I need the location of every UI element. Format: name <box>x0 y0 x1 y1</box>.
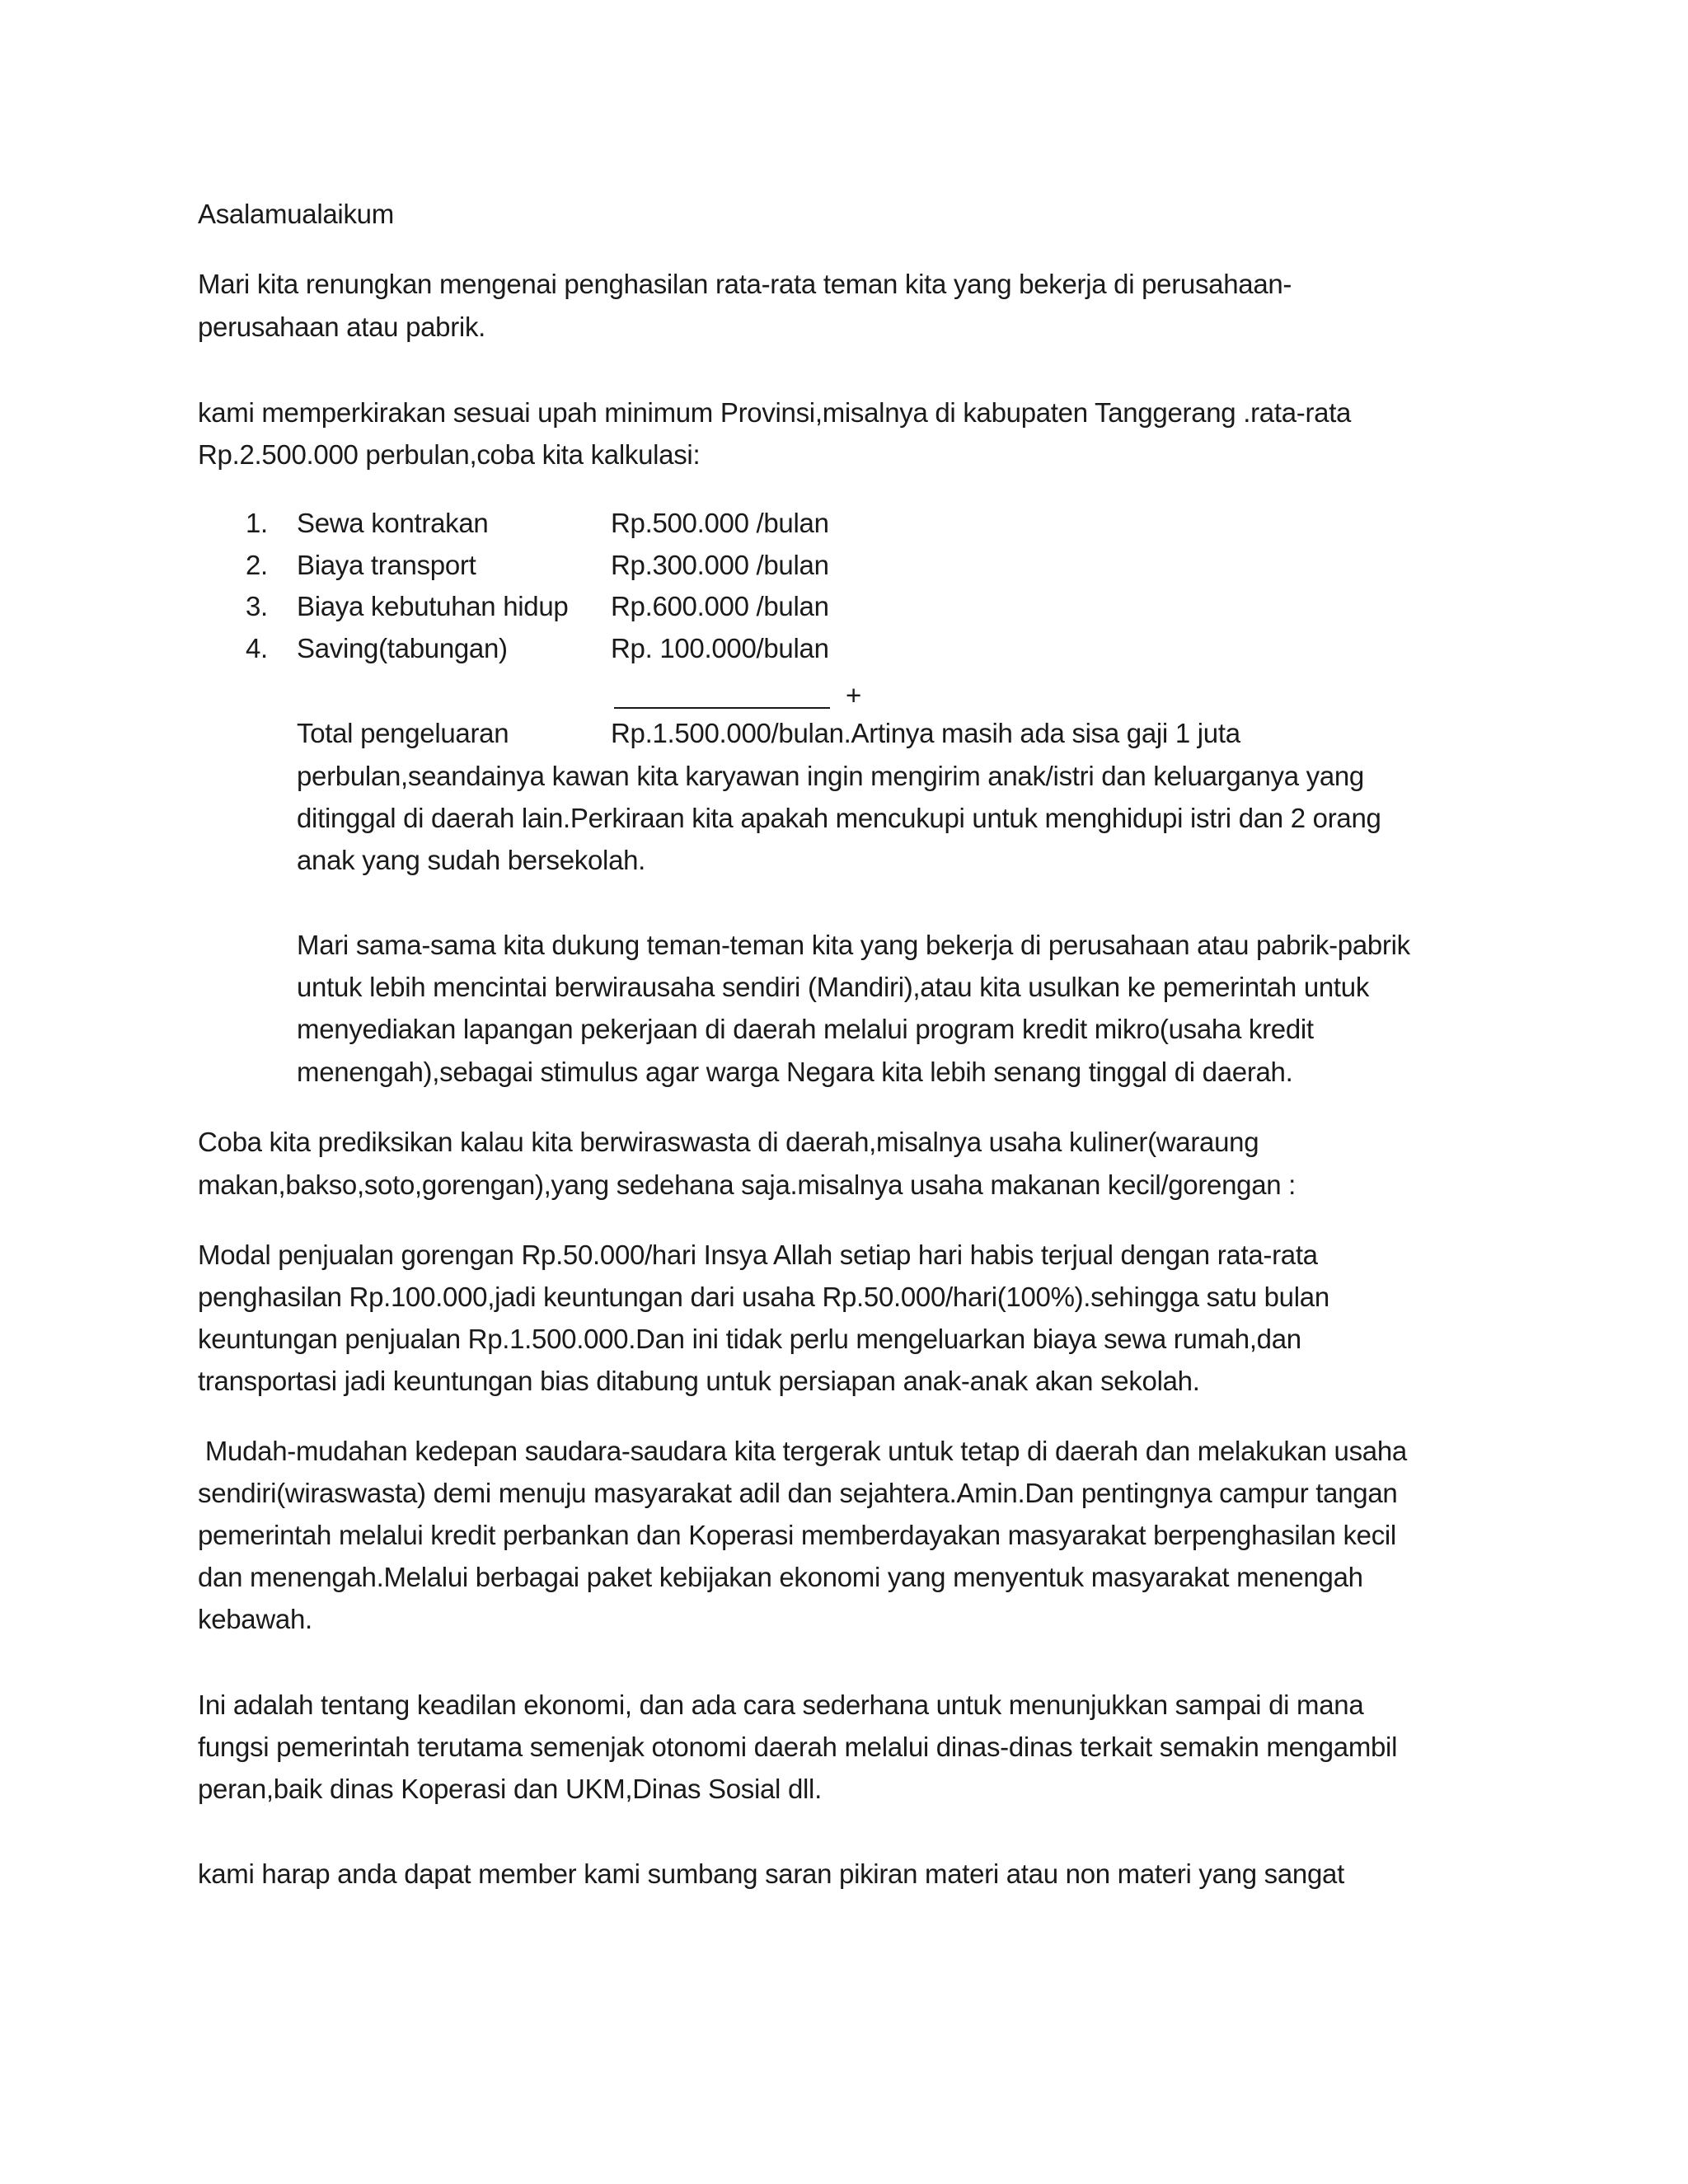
modal-line-2: penghasilan Rp.100.000,jadi keuntungan dari usaha Rp.50.000/hari(100%).sehingga satu bulan <box>198 1282 1329 1312</box>
expense-value: Rp.600.000 /bulan <box>611 591 829 621</box>
support-line-3: menyediakan lapangan pekerjaan di daerah melalui program kredit mikro(usaha kredit <box>297 1014 1314 1044</box>
expense-value: Rp. 100.000/bulan <box>611 633 829 663</box>
plus-sign: + <box>846 680 862 710</box>
modal-line-3: keuntungan penjualan Rp.1.500.000.Dan ini tidak perlu mengeluarkan biaya sewa rumah,dan <box>198 1324 1301 1354</box>
sum-underline <box>614 707 830 709</box>
modal-line-1: Modal penjualan gorengan Rp.50.000/hari Insya Allah setiap hari habis terjual dengan rata-rata <box>198 1240 1318 1270</box>
closing-line-1: kami harap anda dapat member kami sumbang saran pikiran materi atau non materi yang sangat <box>198 1858 1344 1889</box>
expense-value: Rp.300.000 /bulan <box>611 550 829 580</box>
hope-line-3: pemerintah melalui kredit perbankan dan Koperasi memberdayakan masyarakat berpenghasilan kecil <box>198 1520 1396 1550</box>
hope-line-1: Mudah-mudahan kedepan saudara-saudara kita tergerak untuk tetap di daerah dan melakukan usaha <box>198 1436 1407 1466</box>
predict-line-1: Coba kita prediksikan kalau kita berwiraswasta di daerah,misalnya usaha kuliner(waraung <box>198 1127 1259 1157</box>
expense-value: Rp.500.000 /bulan <box>611 508 829 538</box>
justice-line-1: Ini adalah tentang keadilan ekonomi, dan ada cara sederhana untuk menunjukkan sampai di mana <box>198 1690 1364 1720</box>
total-cont-line-2: ditinggal di daerah lain.Perkiraan kita apakah mencukupi untuk menghidupi istri dan 2 orang <box>297 803 1381 833</box>
hope-line-4: dan menengah.Melalui berbagai paket kebijakan ekonomi yang menyentuk masyarakat menengah <box>198 1562 1363 1592</box>
para2-line-1: kami memperkirakan sesuai upah minimum Provinsi,misalnya di kabupaten Tanggerang .rata-rata <box>198 397 1352 428</box>
support-line-2: untuk lebih mencintai berwirausaha sendiri (Mandiri),atau kita usulkan ke pemerintah untuk <box>297 972 1370 1002</box>
expense-number: 4. <box>246 633 268 663</box>
total-cont-line-1: perbulan,seandainya kawan kita karyawan ingin mengirim anak/istri dan keluarganya yang <box>297 761 1364 791</box>
expense-number: 3. <box>246 591 268 621</box>
total-value: Rp.1.500.000/bulan.Artinya masih ada sisa gaji 1 juta <box>611 718 1240 748</box>
hope-line-2: sendiri(wiraswasta) demi menuju masyarakat adil dan sejahtera.Amin.Dan pentingnya campur tangan <box>198 1478 1398 1508</box>
total-cont-line-3: anak yang sudah bersekolah. <box>297 845 646 875</box>
total-label: Total pengeluaran <box>297 718 509 748</box>
greeting-text: Asalamualaikum <box>198 199 394 229</box>
expense-label: Saving(tabungan) <box>297 633 508 663</box>
expense-number: 2. <box>246 550 268 580</box>
para1-line-1: Mari kita renungkan mengenai penghasilan rata-rata teman kita yang bekerja di perusahaan- <box>198 269 1292 299</box>
support-line-4: menengah),sebagai stimulus agar warga Negara kita lebih senang tinggal di daerah. <box>297 1057 1293 1087</box>
expense-number: 1. <box>246 508 268 538</box>
predict-line-2: makan,bakso,soto,gorengan),yang sedehana saja.misalnya usaha makanan kecil/gorengan : <box>198 1169 1296 1200</box>
justice-line-2: fungsi pemerintah terutama semenjak otonomi daerah melalui dinas-dinas terkait semakin mengambil <box>198 1732 1398 1762</box>
support-line-1: Mari sama-sama kita dukung teman-teman kita yang bekerja di perusahaan atau pabrik-pabrik <box>297 930 1410 960</box>
expense-label: Sewa kontrakan <box>297 508 489 538</box>
expense-label: Biaya transport <box>297 550 476 580</box>
expense-label: Biaya kebutuhan hidup <box>297 591 569 621</box>
para1-line-2: perusahaan atau pabrik. <box>198 312 486 342</box>
justice-line-3: peran,baik dinas Koperasi dan UKM,Dinas Sosial dll. <box>198 1774 822 1804</box>
modal-line-4: transportasi jadi keuntungan bias ditabung untuk persiapan anak-anak akan sekolah. <box>198 1366 1200 1396</box>
hope-line-5: kebawah. <box>198 1604 312 1634</box>
para2-line-2: Rp.2.500.000 perbulan,coba kita kalkulasi: <box>198 439 701 470</box>
